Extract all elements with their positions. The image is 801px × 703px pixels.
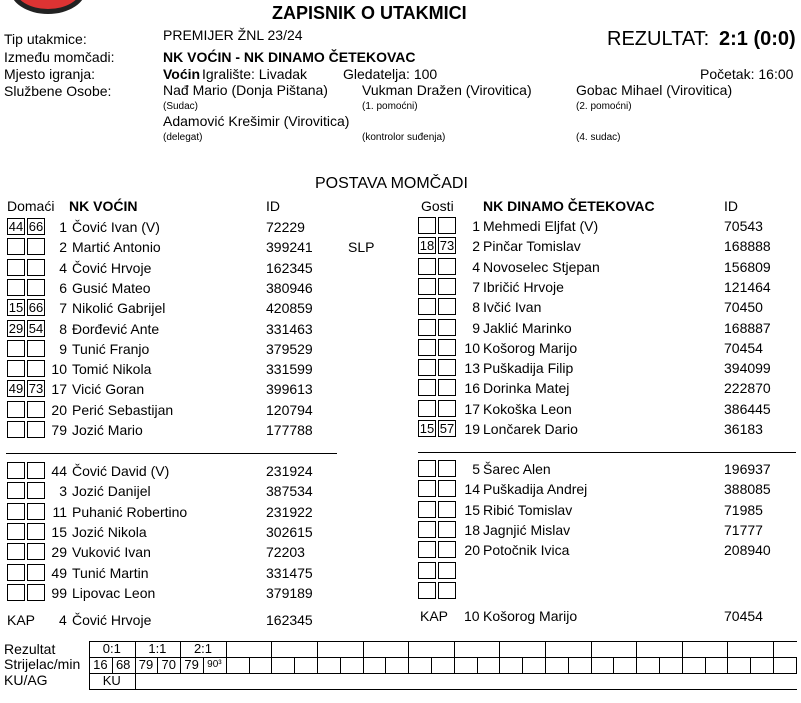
grid-line <box>682 657 683 673</box>
grid-line <box>317 657 318 673</box>
minute-box-in <box>418 541 436 558</box>
minute-box-out <box>438 562 456 579</box>
official-role: (Sudac) <box>163 101 199 112</box>
player-id: 380946 <box>266 279 313 296</box>
venue-label: Mjesto igranja: <box>4 66 96 82</box>
player-number: 19 <box>464 421 480 437</box>
minute-box-in <box>418 501 436 518</box>
officials-label: Službene Osobe: <box>4 83 112 99</box>
player-name: Pinčar Tomislav <box>483 238 581 255</box>
teams-value: NK VOĆIN - NK DINAMO ČETEKOVAC <box>163 49 416 65</box>
sub-id: 208940 <box>724 542 771 559</box>
player-number: 4 <box>59 259 67 276</box>
minute-box-in <box>418 217 436 234</box>
sub-id: 71777 <box>724 521 763 538</box>
sub-number: 5 <box>472 461 480 477</box>
tip-value: PREMIJER ŽNL 23/24 <box>163 27 303 43</box>
sub-name: Čović David (V) <box>72 463 170 479</box>
player-name: Perić Sebastijan <box>72 401 174 418</box>
player-number: 79 <box>51 422 67 438</box>
sub-number: 14 <box>464 481 480 498</box>
pitch-value: Igralište: Livadak <box>202 66 308 82</box>
grid-line <box>340 657 341 673</box>
sub-name: Ribić Tomislav <box>483 501 573 518</box>
player-id: 36183 <box>724 421 763 437</box>
scorer-cell: 79 <box>184 657 199 672</box>
player-id: 120794 <box>266 401 313 418</box>
minute-box-in <box>418 298 436 315</box>
minute-box-out <box>438 379 456 396</box>
result-value: 2:1 (0:0) <box>719 28 796 50</box>
sub-name: Jozić Danijel <box>72 483 151 500</box>
grid-line <box>89 689 797 690</box>
grid-line <box>727 641 728 657</box>
minute-box-in <box>7 279 25 296</box>
minute-box-out <box>438 339 456 356</box>
minute-box-in <box>418 258 436 275</box>
sub-name: Šarec Alen <box>483 461 551 477</box>
sub-number: 11 <box>52 503 67 520</box>
scorer-cell: 68 <box>115 657 131 672</box>
player-id: 70543 <box>724 218 763 234</box>
minute-box-out <box>438 480 456 497</box>
sub-name: Puhanić Robertino <box>72 503 188 520</box>
minute-box-in <box>7 482 25 499</box>
minute-box-out <box>438 521 456 538</box>
minute-box-in <box>418 480 436 497</box>
minute-box-in: 29 <box>8 320 24 336</box>
minute-box-in <box>418 339 436 356</box>
scorer-row-label: Strijelac/min <box>4 656 81 672</box>
minute-box-out <box>438 217 456 234</box>
player-id: 70450 <box>724 299 763 316</box>
minute-box-out: 57 <box>439 421 455 436</box>
teams-label: Između momčadi: <box>4 49 115 65</box>
minute-box-in: 44 <box>8 219 24 234</box>
kuag-cell: KU <box>102 673 121 688</box>
grid-line <box>750 657 751 673</box>
sub-number: 29 <box>51 544 67 561</box>
player-id: 156809 <box>724 258 771 275</box>
minute-box-out <box>438 359 456 376</box>
home-side-label: Domaći <box>7 198 55 214</box>
page-title: ZAPISNIK O UTAKMICI <box>272 3 467 23</box>
minute-box-out <box>27 462 45 479</box>
player-name: Novoselec Stjepan <box>483 258 600 275</box>
sub-number: 20 <box>464 542 480 559</box>
score-cell: 0:1 <box>102 641 121 656</box>
venue-value: Voćin <box>163 66 201 82</box>
grid-line <box>89 673 797 674</box>
minute-box-out <box>27 360 45 377</box>
grid-line <box>568 657 569 673</box>
player-id: 222870 <box>724 380 771 397</box>
minute-box-out: 66 <box>28 219 44 234</box>
minute-box-out <box>27 584 45 601</box>
player-note: SLP <box>348 239 375 256</box>
grid-line <box>135 673 136 689</box>
home-id-header: ID <box>266 198 280 214</box>
player-number: 9 <box>472 319 480 336</box>
score-cell: 1:1 <box>148 641 167 656</box>
player-id: 168887 <box>724 319 771 336</box>
sub-name: Vuković Ivan <box>72 544 151 561</box>
minute-box-in <box>7 503 25 520</box>
player-name: Tunić Franjo <box>72 340 150 357</box>
minute-box-in <box>418 400 436 417</box>
player-id: 420859 <box>266 300 313 317</box>
player-name: Nikolić Gabrijel <box>72 300 166 317</box>
result-label: REZULTAT: <box>607 28 710 50</box>
sub-name: Puškadija Andrej <box>483 481 588 498</box>
official-name: Gobac Mihael (Virovitica) <box>576 82 733 98</box>
player-number: 4 <box>472 258 480 275</box>
minute-box-in <box>7 564 25 581</box>
minute-box-out <box>27 279 45 296</box>
grid-line <box>636 657 637 673</box>
minute-box-out <box>27 523 45 540</box>
away-captain-id: 70454 <box>724 608 763 624</box>
minute-box-in: 18 <box>419 238 435 254</box>
player-number: 20 <box>51 401 67 418</box>
away-side-label: Gosti <box>421 198 454 214</box>
minute-box-out <box>438 258 456 275</box>
sub-id: 196937 <box>724 461 771 477</box>
spectators-value: Gledatelja: 100 <box>343 66 438 82</box>
score-row-label: Rezultat <box>4 641 56 657</box>
sub-name: Potočnik Ivica <box>483 542 570 559</box>
grid-line <box>249 657 250 673</box>
minute-box-in <box>418 319 436 336</box>
grid-line <box>591 641 592 657</box>
sub-number: 18 <box>464 521 480 538</box>
grid-line <box>408 657 409 673</box>
sub-id: 388085 <box>724 481 771 498</box>
minute-box-out <box>27 564 45 581</box>
player-number: 2 <box>472 238 480 255</box>
sub-number: 15 <box>464 501 480 518</box>
player-number: 13 <box>464 360 480 377</box>
minute-box-in <box>418 359 436 376</box>
sub-id: 379189 <box>266 584 313 601</box>
player-id: 399241 <box>266 239 313 256</box>
sub-number: 15 <box>51 523 67 540</box>
federation-logo <box>10 0 86 14</box>
minute-box-in <box>7 259 25 276</box>
player-id: 177788 <box>266 422 313 438</box>
official-role: (delegat) <box>163 132 203 143</box>
minute-box-out <box>27 340 45 357</box>
player-name: Gusić Mateo <box>72 279 151 296</box>
grid-line <box>294 657 295 673</box>
sub-number: 44 <box>51 463 67 479</box>
grid-line <box>499 657 500 673</box>
player-id: 394099 <box>724 360 771 377</box>
minute-box-in <box>418 582 436 599</box>
sub-id: 302615 <box>266 523 313 540</box>
grid-line <box>363 641 364 657</box>
grid-line <box>454 641 455 657</box>
home-captain-number: 4 <box>59 612 67 628</box>
grid-line <box>727 657 728 673</box>
player-number: 8 <box>59 320 67 337</box>
minute-box-out <box>438 278 456 295</box>
grid-line <box>796 657 797 673</box>
minute-box-in <box>7 401 25 418</box>
minute-box-in <box>7 543 25 560</box>
minute-box-in <box>418 379 436 396</box>
grid-line <box>659 657 660 673</box>
home-team-name: NK VOĆIN <box>69 198 138 214</box>
sub-id: 231924 <box>266 463 313 479</box>
scorer-cell: 16 <box>93 657 108 672</box>
player-id: 331599 <box>266 361 313 378</box>
minute-box-out <box>27 543 45 560</box>
grid-line <box>545 641 546 657</box>
minute-box-out <box>27 503 45 520</box>
minute-box-out <box>438 400 456 417</box>
official-role: (4. sudac) <box>576 132 621 143</box>
minute-box-out: 73 <box>439 238 455 254</box>
player-name: Košorog Marijo <box>483 339 578 356</box>
player-name: Martić Antonio <box>72 239 161 256</box>
sub-number: 49 <box>51 564 67 581</box>
minute-box-in <box>7 360 25 377</box>
away-captain-label: KAP <box>420 608 449 624</box>
player-id: 168888 <box>724 238 771 255</box>
sub-name: Jagnjić Mislav <box>483 521 571 538</box>
player-id: 331463 <box>266 320 313 337</box>
player-name: Kokoška Leon <box>483 400 572 417</box>
player-name: Dorinka Matej <box>483 380 570 397</box>
player-id: 72229 <box>266 219 305 235</box>
scorer-cell: 90³ <box>207 659 222 670</box>
minute-box-in <box>418 460 436 477</box>
player-name: Mehmedi Eljfat (V) <box>483 218 599 234</box>
divider <box>6 453 337 454</box>
player-name: Vicić Goran <box>72 381 145 398</box>
away-captain-name: Košorog Marijo <box>483 608 578 624</box>
away-team-name: NK DINAMO ČETEKOVAC <box>483 198 655 214</box>
minute-box-in: 15 <box>8 300 24 316</box>
home-captain-name: Čović Hrvoje <box>72 612 152 628</box>
minute-box-in <box>418 562 436 579</box>
sub-name: Jozić Nikola <box>72 523 147 540</box>
player-number: 8 <box>472 299 480 316</box>
grid-line <box>591 657 592 673</box>
grid-line <box>226 657 227 673</box>
grid-line <box>636 641 637 657</box>
grid-line <box>431 657 432 673</box>
minute-box-in <box>7 421 25 438</box>
minute-box-in <box>418 278 436 295</box>
minute-box-out <box>438 298 456 315</box>
player-number: 2 <box>59 239 67 256</box>
minute-box-out <box>27 421 45 438</box>
kickoff-value: Početak: 16:00 <box>700 66 794 82</box>
minute-box-out <box>438 460 456 477</box>
minute-box-in <box>7 523 25 540</box>
grid-line <box>271 641 272 657</box>
sub-id: 331475 <box>266 564 313 581</box>
sub-id: 71985 <box>724 501 763 518</box>
official-role: (1. pomoćni) <box>362 101 418 112</box>
grid-line <box>499 641 500 657</box>
sub-number: 3 <box>59 483 67 500</box>
grid-line <box>705 657 706 673</box>
minute-box-in: 49 <box>8 381 24 397</box>
minute-box-in <box>7 238 25 255</box>
official-name: Adamović Krešimir (Virovitica) <box>163 113 350 129</box>
player-name: Ibričić Hrvoje <box>483 278 564 295</box>
sub-number: 99 <box>51 584 67 601</box>
minute-box-in <box>7 462 25 479</box>
minute-box-out: 66 <box>28 300 44 316</box>
minute-box-out <box>27 238 45 255</box>
player-name: Puškadija Filip <box>483 360 574 377</box>
grid-line <box>226 641 227 657</box>
player-name: Tomić Nikola <box>72 361 152 378</box>
grid-line <box>613 657 614 673</box>
away-id-header: ID <box>724 198 738 214</box>
score-cell: 2:1 <box>193 641 213 656</box>
tip-label: Tip utakmice: <box>4 31 87 47</box>
player-number: 6 <box>59 279 67 296</box>
official-name: Nađ Mario (Donja Pištana) <box>163 82 328 98</box>
player-number: 1 <box>472 218 480 234</box>
player-number: 7 <box>59 300 67 317</box>
official-name: Vukman Dražen (Virovitica) <box>362 82 532 98</box>
sub-name: Lipovac Leon <box>72 584 156 601</box>
minute-box-in <box>7 340 25 357</box>
minute-box-out <box>438 582 456 599</box>
player-id: 379529 <box>266 340 313 357</box>
grid-line <box>454 657 455 673</box>
kuag-row-label: KU/AG <box>4 672 48 688</box>
minute-box-out: 54 <box>28 320 44 336</box>
player-number: 1 <box>59 219 67 235</box>
grid-line <box>408 641 409 657</box>
player-name: Čović Ivan (V) <box>72 219 160 235</box>
minute-box-in <box>418 521 436 538</box>
minute-box-out <box>438 501 456 518</box>
grid-line <box>385 657 386 673</box>
home-captain-label: KAP <box>7 612 36 628</box>
sub-id: 231922 <box>266 503 313 520</box>
grid-line <box>773 641 774 657</box>
scorer-cell: 70 <box>161 657 177 672</box>
sub-id: 387534 <box>266 483 313 500</box>
player-name: Lončarek Dario <box>483 421 578 437</box>
minute-box-out <box>27 482 45 499</box>
grid-line <box>773 657 774 673</box>
player-name: Čović Hrvoje <box>72 259 152 276</box>
home-captain-id: 162345 <box>266 612 313 628</box>
minute-box-in: 15 <box>419 421 435 436</box>
divider <box>418 452 796 453</box>
player-number: 10 <box>464 339 480 356</box>
official-role: (kontrolor suđenja) <box>362 132 446 143</box>
grid-line <box>271 657 272 673</box>
minute-box-out <box>438 319 456 336</box>
minute-box-out <box>438 541 456 558</box>
player-number: 16 <box>464 380 480 397</box>
minute-box-in <box>7 584 25 601</box>
player-id: 399613 <box>266 381 313 398</box>
player-number: 17 <box>51 381 67 398</box>
grid-line <box>477 657 478 673</box>
player-name: Đorđević Ante <box>72 320 160 337</box>
grid-line <box>545 657 546 673</box>
scorer-cell: 79 <box>138 657 154 672</box>
player-number: 17 <box>464 400 480 417</box>
official-role: (2. pomoćni) <box>576 101 632 112</box>
sub-name: Tunić Martin <box>72 564 149 581</box>
player-id: 162345 <box>266 259 313 276</box>
minute-box-out <box>27 259 45 276</box>
grid-line <box>522 657 523 673</box>
player-name: Jozić Mario <box>72 422 143 438</box>
player-id: 70454 <box>724 339 763 356</box>
player-number: 7 <box>472 278 480 295</box>
minute-box-out <box>27 401 45 418</box>
away-captain-number: 10 <box>464 608 480 624</box>
grid-line <box>363 657 364 673</box>
lineup-title: POSTAVA MOMČADI <box>315 175 468 192</box>
sub-id: 72203 <box>266 544 305 561</box>
grid-line <box>317 641 318 657</box>
minute-box-out: 73 <box>28 381 44 397</box>
grid-line <box>682 641 683 657</box>
player-name: Ivčić Ivan <box>483 299 542 316</box>
player-id: 121464 <box>724 278 771 295</box>
player-number: 9 <box>59 340 67 357</box>
player-name: Jaklić Marinko <box>483 319 572 336</box>
player-number: 10 <box>51 361 67 378</box>
player-id: 386445 <box>724 400 771 417</box>
